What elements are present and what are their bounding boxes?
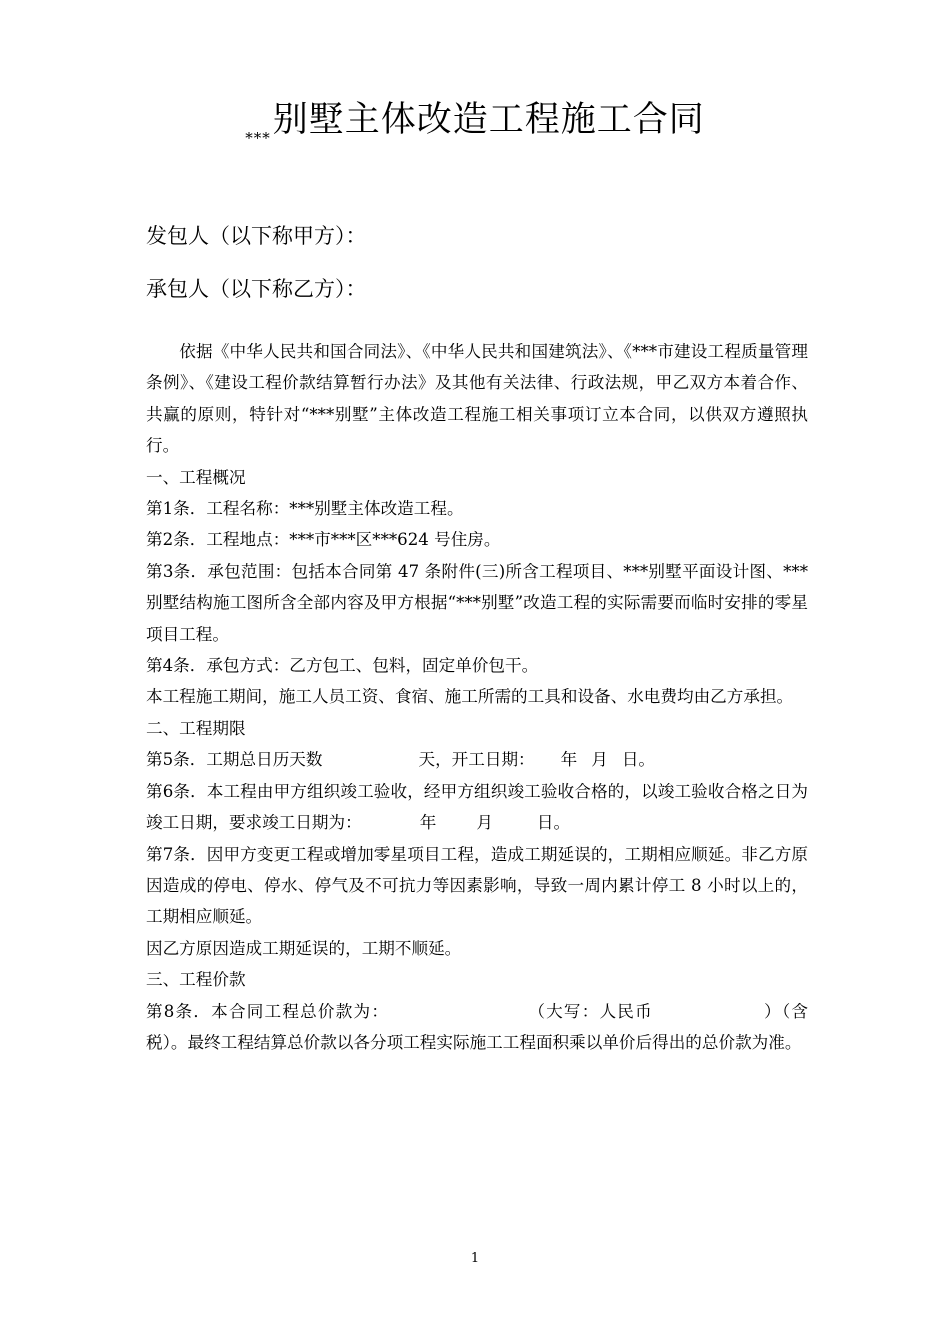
section-heading-price: 三、工程价款 [146, 970, 246, 990]
article-8-tail: ）（含税）。最终工程结算总价款以各分项工程实际施工工程面积乘以单价后得出的总价款为准。 [146, 1001, 808, 1052]
article-6-day: 日。 [536, 813, 571, 833]
article-5 [146, 744, 808, 775]
contract-body [146, 336, 808, 1058]
article-7: 第7条．因甲方变更工程或增加零星项目工程，造成工期延误的，工期相应顺延。非乙方原因造成的停电、停水、停气及不可抗力等因素影响，导致一周内累计停工 8 小时以上的，工期相应顺延。 [146, 844, 808, 927]
article-6-year: 年 [419, 813, 437, 833]
section-heading-overview: 一、工程概况 [146, 467, 246, 487]
employer-line: 发包人（以下称甲方）： [146, 224, 367, 248]
article-8-capital-label: （大写：人民币 [527, 1001, 653, 1021]
article-8 [146, 996, 808, 1059]
intro-paragraph: 依据《中华人民共和国合同法》、《中华人民共和国建筑法》、《***市建设工程质量管理条例》、《建设工程价款结算暂行办法》及其他有关法律、行政法规，甲乙双方本着合作、共赢的原则，特针对“***别墅”主体改造工程施工相关事项订立本合同，以供双方遵照执行。 [146, 342, 808, 456]
section-heading-schedule: 二、工程期限 [146, 718, 246, 738]
page-number: 1 [470, 1251, 480, 1266]
article-5-year: 年 [560, 750, 578, 770]
article-6-month: 月 [476, 813, 493, 833]
article-5-day: 日。 [621, 750, 656, 770]
article-5-label: 第5条．工期总日历天数 [146, 750, 323, 770]
article-3: 第3条．承包范围：包括本合同第 47 条附件(三)所含工程项目、***别墅平面设计图、***别墅结构施工图所含全部内容及甲方根据“***别墅”改造工程的实际需要而临时安排的零星项目工程。 [146, 561, 808, 644]
article-5-month: 月 [591, 750, 608, 770]
article-6 [146, 776, 808, 839]
article-2: 第2条．工程地点：***市***区***624 号住房。 [146, 530, 501, 550]
article-4: 第4条．承包方式：乙方包工、包料，固定单价包干。 [146, 656, 539, 676]
article-4-note: 本工程施工期间，施工人员工资、食宿、施工所需的工具和设备、水电费均由乙方承担。 [146, 687, 794, 707]
title-prefix: *** [245, 129, 271, 147]
contractor-line: 承包人（以下称乙方）： [146, 277, 367, 301]
contract-title [0, 98, 950, 160]
article-7-note: 因乙方原因造成工期延误的，工期不顺延。 [146, 938, 462, 958]
title-main: 别墅主体改造工程施工合同 [272, 100, 705, 140]
article-8-label: 第8条．本合同工程总价款为： [146, 1001, 390, 1021]
article-6-text: 第6条．本工程由甲方组织竣工验收，经甲方组织竣工验收合格的，以竣工验收合格之日为竣工日期，要求竣工日期为： [146, 781, 808, 833]
article-1: 第1条．工程名称：***别墅主体改造工程。 [146, 499, 464, 519]
article-5-start-label: 天，开工日期： [418, 750, 535, 770]
